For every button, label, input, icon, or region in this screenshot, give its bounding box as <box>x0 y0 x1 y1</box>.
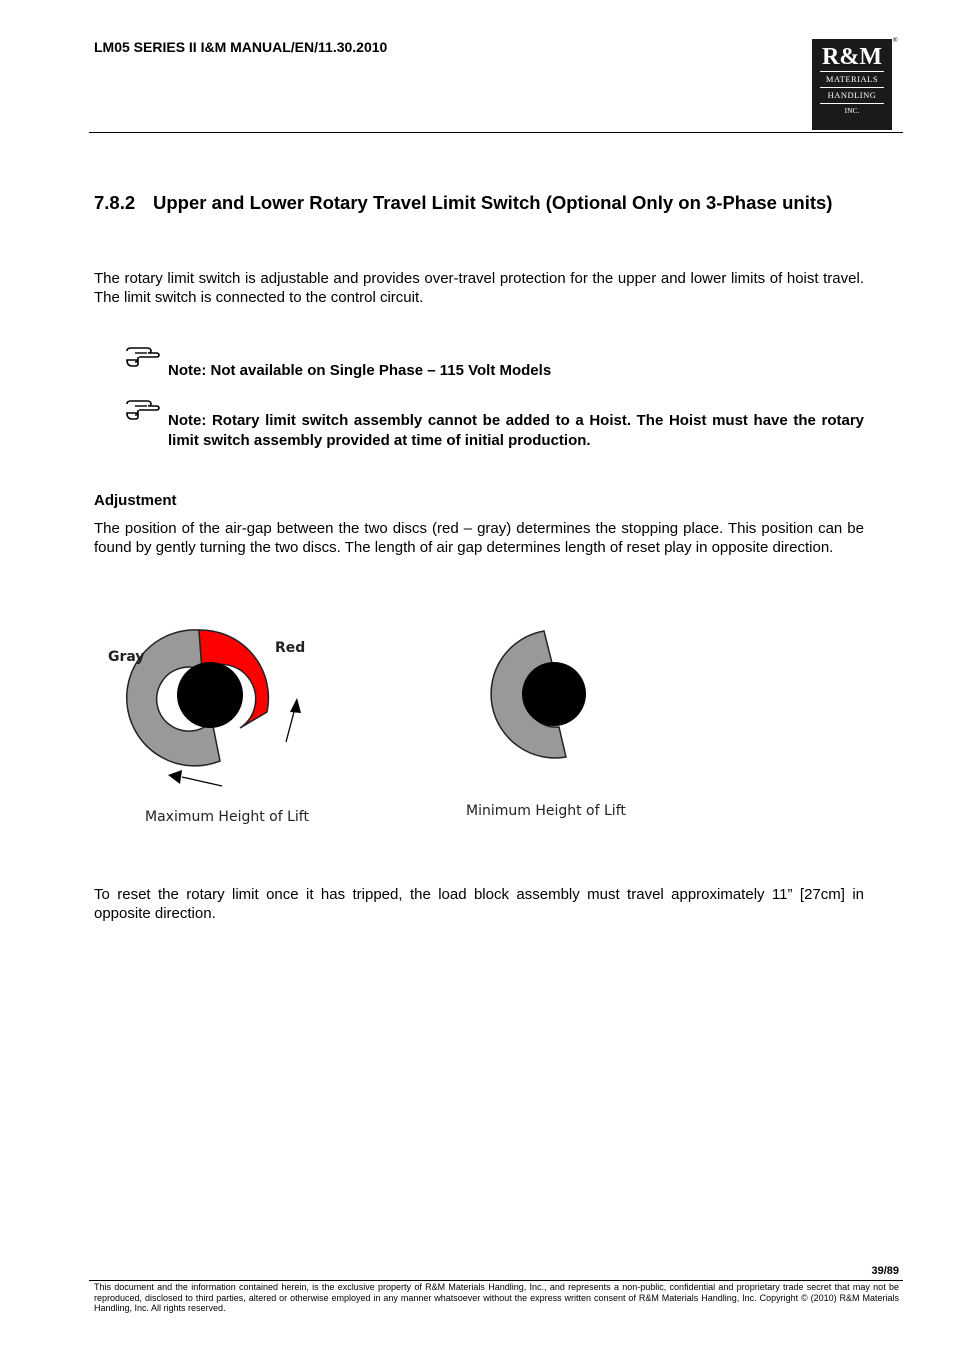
gray-label: Gray <box>108 649 145 665</box>
company-logo <box>812 39 892 130</box>
note-single-phase: Note: Not available on Single Phase – 115 Volt Models <box>168 362 552 379</box>
logo-line3: INC. <box>844 106 860 115</box>
section-number: 7.8.2 <box>94 192 136 213</box>
adjustment-paragraph: The position of the air-gap between the two discs (red – gray) determines the stopping place. This position can be found by gently turning the two discs. The length of air gap determines length of reset play in opposite direction. <box>94 520 864 556</box>
logo-line1: MATERIALS <box>825 74 879 84</box>
logo-line2: HANDLING <box>827 90 877 100</box>
pointing-hand-icon <box>125 345 161 373</box>
red-label: Red <box>275 640 306 656</box>
header-divider <box>89 132 903 133</box>
left-arrow-head <box>168 770 182 784</box>
intro-paragraph: The rotary limit switch is adjustable and provides over-travel protection for the upper and lower limits of hoist travel. The limit switch is connected to the control circuit. <box>94 270 864 306</box>
disc-hub <box>522 662 586 726</box>
footer-divider <box>89 1280 903 1281</box>
up-arrow-head <box>290 698 301 713</box>
footer-notice: This document and the information contained herein, is the exclusive property of R&M Materials Handling, Inc., and represents a non-public, confidential and proprietary trade secret that may not be reproduced, disclosed to third parties, altered or otherwise employed in any manner whatsoever without the express written consent of R&M Materials Handling, Inc. Copyright © (2010) R&M Materials Handling, Inc. All rights reserved. <box>94 1282 899 1313</box>
logo-main: R&M <box>822 44 882 70</box>
page-number: 39/89 <box>871 1265 899 1277</box>
min-height-caption: Minimum Height of Lift <box>466 803 626 819</box>
max-height-caption: Maximum Height of Lift <box>145 809 309 825</box>
registered-mark: ® <box>893 38 898 44</box>
disc-hub <box>177 662 243 728</box>
document-header-title: LM05 SERIES II I&M MANUAL/EN/11.30.2010 <box>94 39 388 55</box>
note-rotary-assembly: Note: Rotary limit switch assembly cannot be added to a Hoist. The Hoist must have the rotary limit switch assembly provided at time of initial production. <box>168 412 864 449</box>
section-heading <box>94 192 832 214</box>
section-title: Upper and Lower Rotary Travel Limit Switch (Optional Only on 3-Phase units) <box>153 192 833 213</box>
min-height-disc-diagram <box>485 625 595 765</box>
left-arrow-shaft <box>182 777 222 786</box>
up-arrow-shaft <box>286 708 295 742</box>
adjustment-heading: Adjustment <box>94 492 177 509</box>
reset-paragraph: To reset the rotary limit once it has tripped, the load block assembly must travel approximately 11” [27cm] in opposite direction. <box>94 886 864 922</box>
pointing-hand-icon <box>125 398 161 426</box>
